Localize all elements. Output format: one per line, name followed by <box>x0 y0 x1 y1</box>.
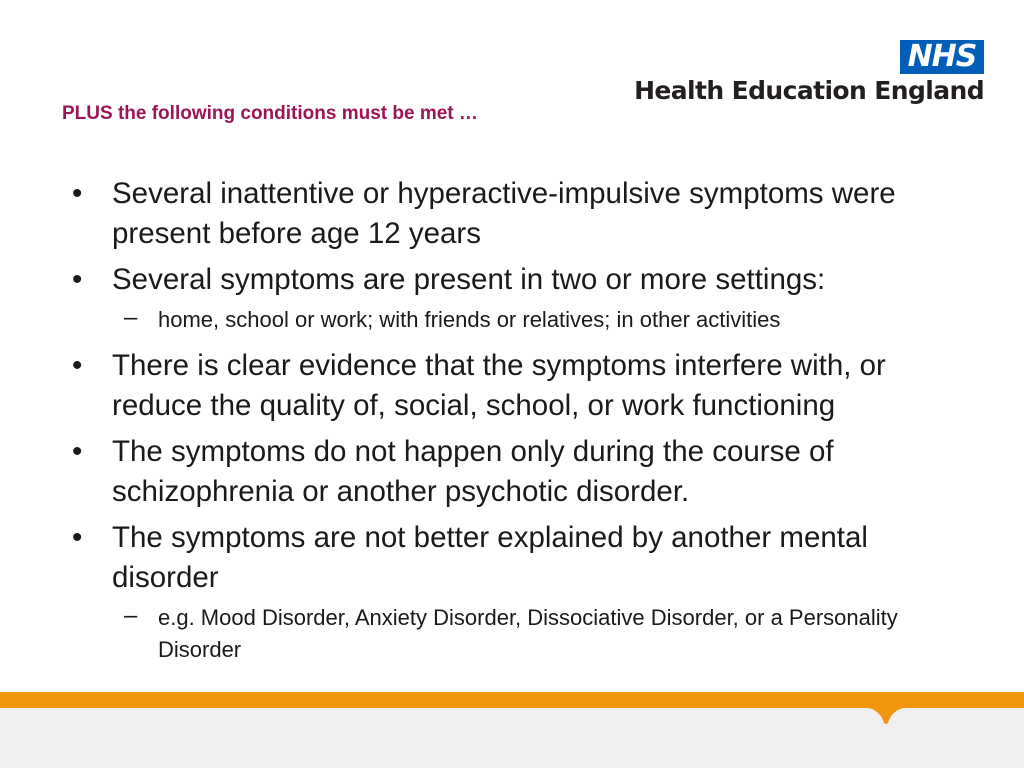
bullet-text: Several inattentive or hyperactive-impulsive symptoms were present before age 12 years <box>112 177 896 250</box>
nhs-hee-logo <box>624 40 984 112</box>
bullet-item <box>72 260 972 300</box>
bullet-text: Several symptoms are present in two or more settings: <box>112 263 826 296</box>
bullet-item <box>72 432 972 512</box>
bullet-item <box>72 346 972 426</box>
bullet-item <box>72 174 972 254</box>
sub-bullet-text: home, school or work; with friends or relatives; in other activities <box>158 307 781 332</box>
sub-bullet-item <box>72 602 972 666</box>
bullet-text: The symptoms do not happen only during the course of schizophrenia or another psychotic disorder. <box>112 435 834 508</box>
org-name: Health Education England <box>634 76 984 105</box>
bullet-text: There is clear evidence that the symptoms interfere with, or reduce the quality of, social, school, or work functioning <box>112 349 886 422</box>
bullet-text: The symptoms are not better explained by another mental disorder <box>112 521 868 594</box>
sub-bullet-marker: – <box>124 304 138 331</box>
slide-heading: PLUS the following conditions must be met … <box>62 103 478 124</box>
bullet-marker: • <box>72 521 83 554</box>
sub-bullet-text: e.g. Mood Disorder, Anxiety Disorder, Dissociative Disorder, or a Personality Disorder <box>158 605 898 662</box>
nhs-logo: NHS <box>900 40 984 74</box>
bullet-marker: • <box>72 177 83 210</box>
bullet-marker: • <box>72 349 83 382</box>
bullet-marker: • <box>72 263 83 296</box>
footer-orange-band <box>0 692 1024 708</box>
sub-bullet-marker: – <box>124 602 138 629</box>
bullet-list <box>72 174 972 676</box>
sub-bullet-item <box>72 304 972 336</box>
bullet-marker: • <box>72 435 83 468</box>
bullet-item <box>72 518 972 598</box>
footer-notch <box>864 707 908 725</box>
